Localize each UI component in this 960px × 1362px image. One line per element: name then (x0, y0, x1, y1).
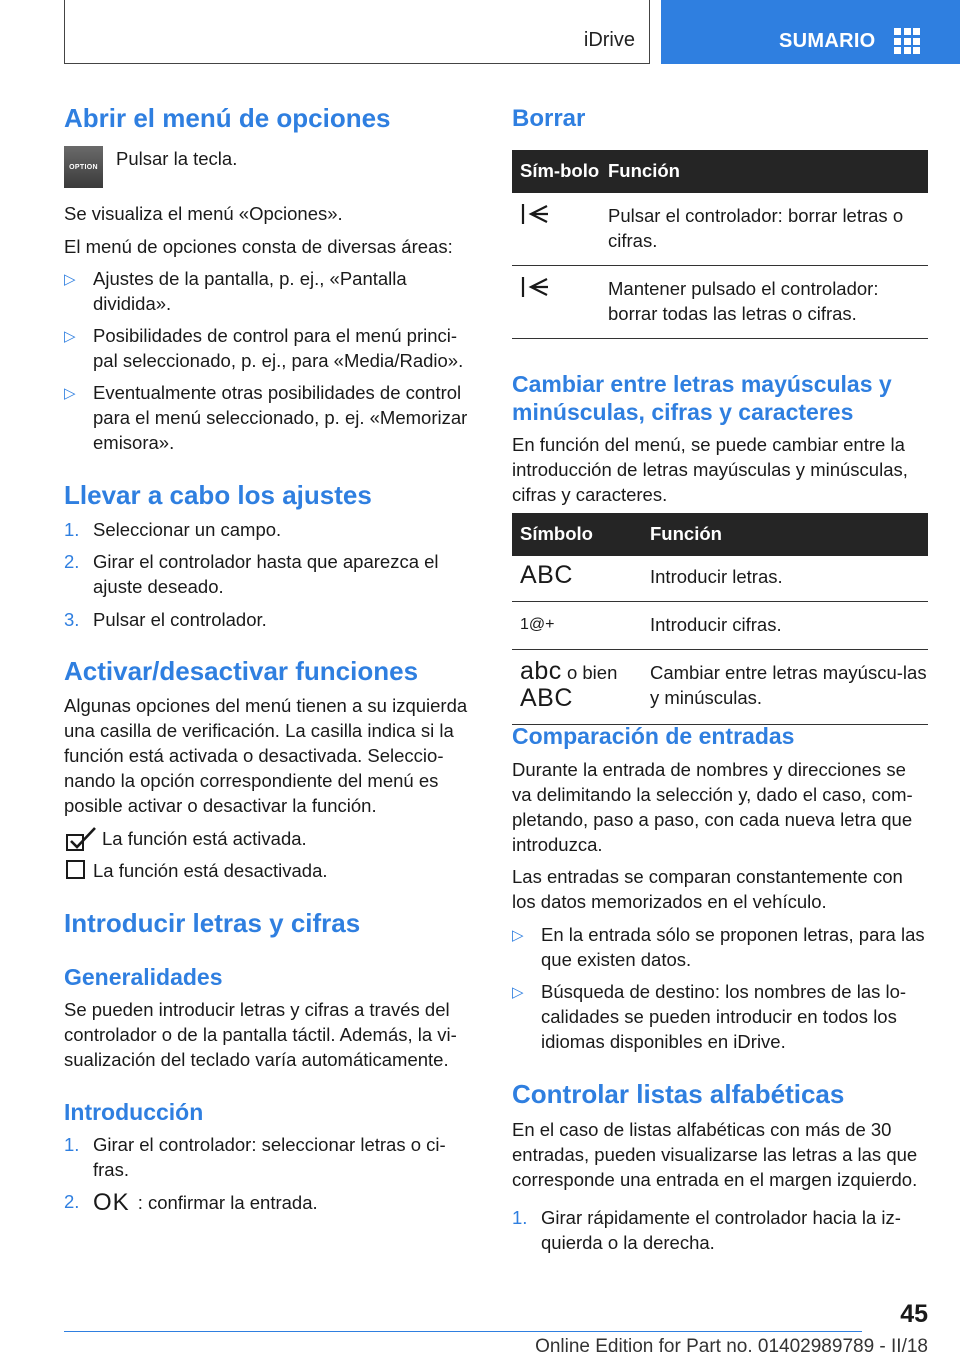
ok-symbol-icon: OK (93, 1189, 130, 1216)
paragraph: Se visualiza el menú «Opciones». (64, 203, 343, 224)
delete-arrow-icon (520, 203, 550, 225)
heading-listas: Controlar listas alfabéticas (512, 1079, 845, 1109)
table-row: abc o bien ABC Cambiar entre letras mayúscu-las y minúsculas. (512, 650, 928, 725)
checked-box-icon (66, 826, 98, 852)
header-section-title: iDrive (583, 29, 635, 51)
heading-funciones: Activar/desactivar funciones (64, 656, 419, 686)
activated-text: La función está activada. (102, 828, 307, 849)
heading-ajustes: Llevar a cabo los ajustes (64, 480, 372, 510)
list-item: 1. Girar rápidamente el controlador hacia la iz-quierda o la derecha. (512, 1207, 901, 1253)
heading-introduccion: Introducción (64, 1099, 204, 1125)
option-key-icon: OPTION (64, 146, 103, 188)
abc-uppercase-icon: ABC (520, 561, 573, 589)
numbers-symbols-icon: 1@+ (520, 616, 555, 633)
triangle-bullet-icon: ▷ (512, 984, 524, 1001)
list-item: ▷ Eventualmente otras posibilidades de control para el menú seleccionado, p. ej. «Memorizar emisora». (64, 382, 468, 453)
paragraph: Algunas opciones del menú tienen a su izquierda una casilla de verificación. La casilla indica si la función está activada o desactivada. Seleccio-nando la opción correspondiente del menú es posible activar o desactivar la función. (64, 695, 468, 816)
table-row: Mantener pulsado el controlador: borrar todas las letras o cifras. (512, 266, 928, 339)
table-header: Función (642, 513, 928, 556)
triangle-bullet-icon: ▷ (64, 328, 76, 345)
list-item: ▷ Ajustes de la pantalla, p. ej., «Pantalla dividida». (64, 268, 407, 314)
triangle-bullet-icon: ▷ (512, 927, 524, 944)
list-item: ▷ En la entrada sólo se proponen letras, para las que existen datos. (512, 924, 925, 970)
heading-generalidades: Generalidades (64, 964, 223, 990)
list-item: 2. Girar el controlador hasta que aparezca el ajuste deseado. (64, 551, 439, 597)
table-row: ABC Introducir letras. (512, 556, 928, 602)
borrar-table (512, 150, 928, 339)
sumario-nav-button[interactable] (661, 0, 960, 64)
page-number: 45 (900, 1300, 928, 1328)
footer-divider (64, 1331, 862, 1332)
abc-lowercase-icon: abc (520, 657, 562, 685)
list-item: ▷ Búsqueda de destino: los nombres de las lo-calidades se pueden introducir en todos los idiomas disponibles en iDrive. (512, 981, 907, 1052)
abc-uppercase-icon: ABC (520, 684, 573, 712)
sumario-label: SUMARIO (779, 30, 876, 52)
list-item: 2. OK : confirmar la entrada. (64, 1189, 318, 1216)
triangle-bullet-icon: ▷ (64, 385, 76, 402)
table-header: Símbolo (512, 513, 642, 556)
grid-menu-icon (894, 28, 920, 54)
heading-cambiar: Cambiar entre letras mayúsculas y minúsculas, cifras y caracteres (512, 371, 892, 425)
paragraph: Durante la entrada de nombres y direcciones se va delimitando la selección y, dado el caso, com-pletando, paso a paso, con cada nueva letra que introduzca. (512, 759, 913, 855)
heading-abrir-opciones: Abrir el menú de opciones (64, 103, 391, 133)
cambiar-table (512, 513, 928, 725)
list-item: 3. Pulsar el controlador. (64, 609, 267, 630)
table-row: Pulsar el controlador: borrar letras o cifras. (512, 193, 928, 266)
deactivated-text: La función está desactivada. (93, 860, 328, 881)
heading-comparacion: Comparación de entradas (512, 723, 795, 749)
table-header: Sím-bolo (512, 150, 600, 193)
list-item: 1. Seleccionar un campo. (64, 519, 282, 540)
table-row: 1@+ Introducir cifras. (512, 602, 928, 650)
triangle-bullet-icon: ▷ (64, 271, 76, 288)
heading-letras: Introducir letras y cifras (64, 908, 361, 938)
paragraph: Se pueden introducir letras y cifras a través del controlador o de la pantalla táctil. Además, la vi-sualización del teclado varía automáticamente. (64, 999, 457, 1070)
list-item: 1. Girar el controlador: seleccionar letras o ci-fras. (64, 1134, 446, 1180)
list-item: ▷ Posibilidades de control para el menú princi-pal seleccionado, p. ej., para «Media/Radio». (64, 325, 464, 371)
paragraph: En función del menú, se puede cambiar entre la introducción de letras mayúsculas y minúsculas, cifras y caracteres. (512, 434, 908, 505)
paragraph: Las entradas se comparan constantemente con los datos memorizados en el vehículo. (512, 866, 903, 912)
press-key-text: Pulsar la tecla. (116, 148, 238, 169)
footer-edition: Online Edition for Part no. 01402989789 - II/18 (535, 1336, 928, 1357)
table-header: Función (600, 150, 928, 193)
paragraph: En el caso de listas alfabéticas con más de 30 entradas, pueden visualizarse las letras a las que corresponde una entrada en el margen izquierdo. (512, 1119, 918, 1190)
paragraph: El menú de opciones consta de diversas áreas: (64, 236, 453, 257)
header-section-box (64, 0, 650, 64)
unchecked-box-icon (66, 860, 86, 880)
heading-borrar: Borrar (512, 105, 586, 132)
delete-all-arrow-icon (520, 276, 550, 298)
